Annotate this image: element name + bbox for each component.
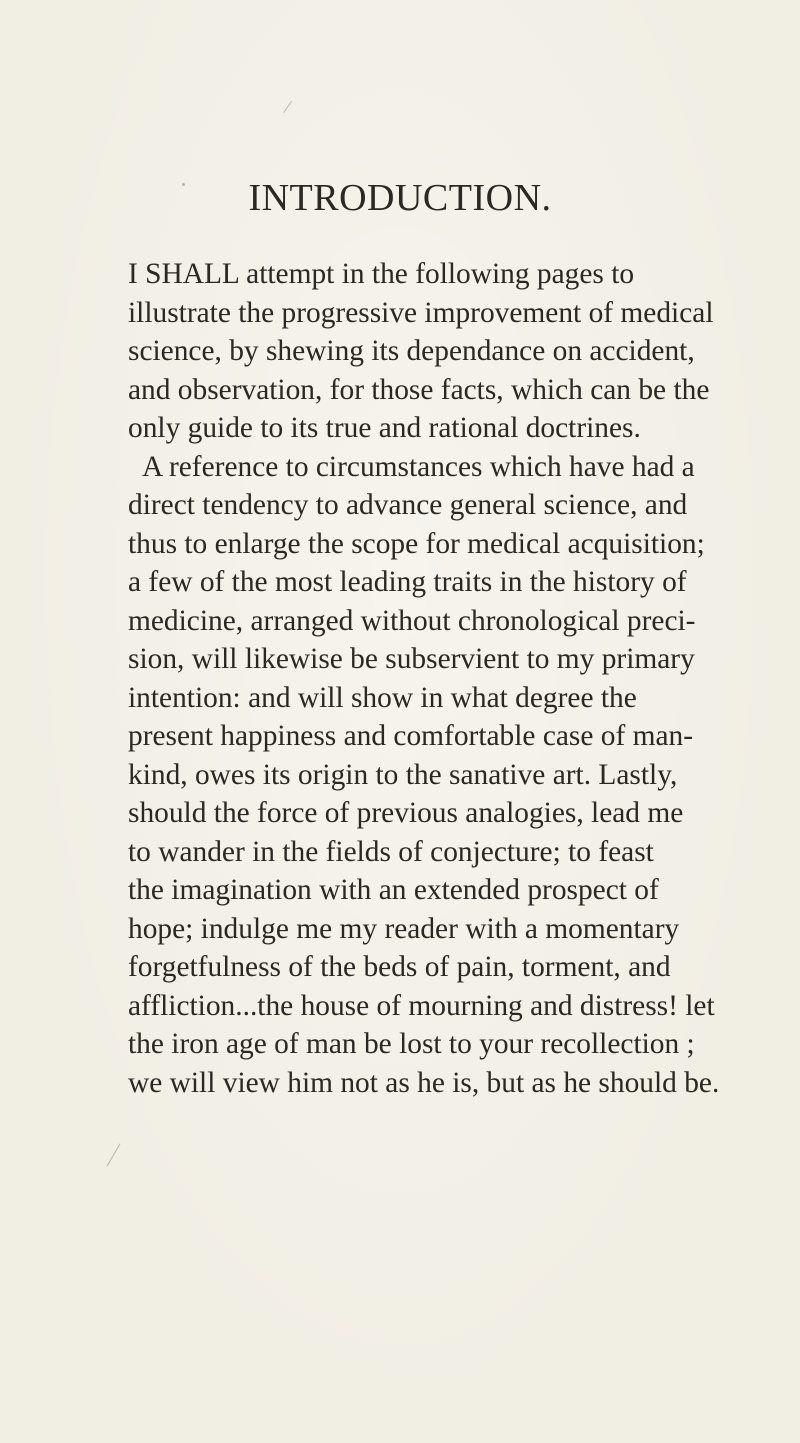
text-line: present happiness and comfortable case of man- <box>128 720 694 752</box>
text-line: thus to enlarge the scope for medical acquisition; <box>128 527 705 560</box>
text-line: we will view him not as he is, but as he should be. <box>128 1066 720 1099</box>
body-text <box>128 255 798 1102</box>
paper-speck <box>283 101 292 113</box>
text-line: illustrate the progressive improvement of medical <box>128 296 714 329</box>
text-line: science, by shewing its dependance on accident, <box>128 335 695 367</box>
text-line: only guide to its true and rational doctrines. <box>128 412 641 444</box>
text-line: intention: and will show in what degree the <box>128 681 637 714</box>
page-title: INTRODUCTION. <box>248 177 552 219</box>
text-line: forgetfulness of the beds of pain, torment, and <box>128 951 671 983</box>
text-line: sion, will likewise be subservient to my primary <box>128 643 695 675</box>
text-line: medicine, arranged without chronological preci- <box>128 604 696 637</box>
text-line: to wander in the fields of conjecture; to feast <box>128 835 654 868</box>
text-line: hope; indulge me my reader with a momentary <box>128 912 680 945</box>
text-line: and observation, for those facts, which can be the <box>128 373 710 406</box>
text-line: the iron age of man be lost to your recollection ; <box>128 1028 695 1060</box>
text-line: I SHALL attempt in the following pages to <box>128 258 635 290</box>
text-line: direct tendency to advance general science, and <box>128 489 688 521</box>
text-line: a few of the most leading traits in the history of <box>128 566 687 598</box>
text-line: the imagination with an extended prospect of <box>128 874 659 906</box>
text-line: affliction...the house of mourning and distress! let <box>128 989 715 1022</box>
text-line: kind, owes its origin to the sanative art. Lastly, <box>128 758 678 791</box>
text-line: A reference to circumstances which have had a <box>142 450 695 483</box>
text-line: should the force of previous analogies, lead me <box>128 797 684 829</box>
paper-speck <box>107 1143 121 1166</box>
